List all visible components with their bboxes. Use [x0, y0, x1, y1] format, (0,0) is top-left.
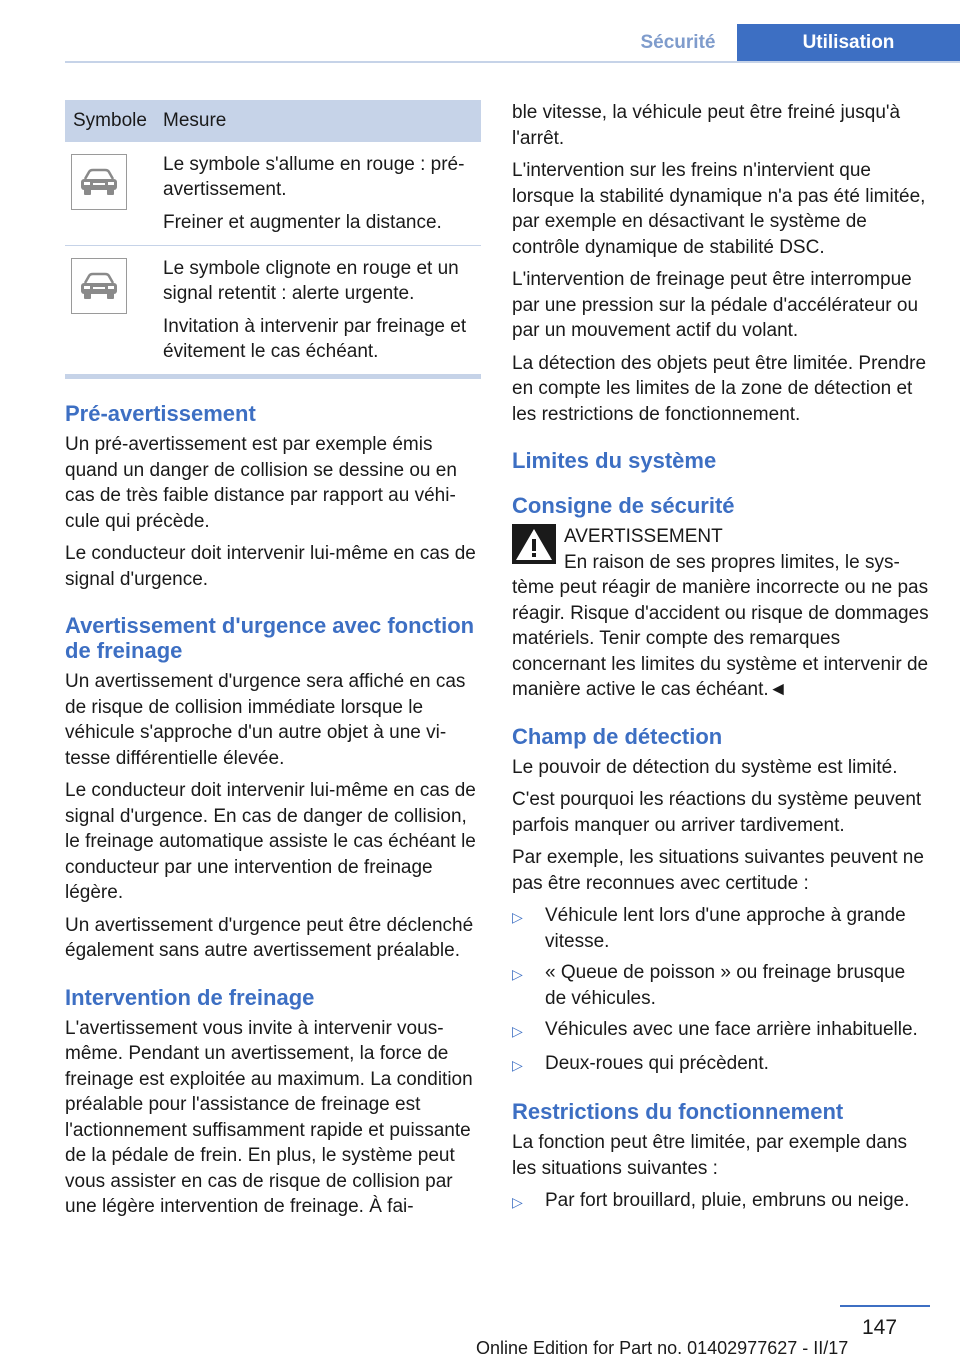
warning-text-first: En raison de ses propres limites, le sys-: [564, 551, 900, 573]
bullet-list-restrictions: [512, 1188, 930, 1216]
paragraph: L'avertissement vous invite à intervenir vous-même. Pendant un avertissement, la force de freinage est exploitée au maximum. La condition préalable pour l'assistance de freinage est l'actionnement suffisamment rapide et puissante de la pédale de frein. En plus, le système peut vous assister en cas de risque de collision par une légère intervention de freinage. À fai-: [65, 1017, 473, 1217]
paragraph: Un avertissement d'urgence peut être déclenché également sans autre avertissement préalable.: [65, 914, 474, 961]
tab-utilisation-label: Utilisation: [802, 31, 895, 53]
bullet-triangle-icon: ▷: [512, 966, 523, 982]
bullet-triangle-icon: ▷: [512, 909, 523, 925]
bullet-triangle-icon: ▷: [512, 1023, 523, 1039]
heading-restrictions: Restrictions du fonctionnement: [512, 1099, 844, 1124]
bullet-triangle-icon: ▷: [512, 1056, 523, 1073]
table-cell-text: Invitation à intervenir par freinage et évitement le cas échéant.: [163, 316, 467, 362]
tab-utilisation[interactable]: [737, 24, 960, 61]
heading-limites-systeme: Limites du système: [512, 448, 717, 473]
warning-title: AVERTISSEMENT: [564, 526, 723, 547]
list-item: ▷ Par fort brouillard, pluie, embruns ou neige.: [512, 1188, 930, 1216]
paragraph: ble vitesse, la véhicule peut être freiné jusqu'à l'arrêt.: [512, 102, 901, 149]
table-cell-text: Le symbole clignote en rouge et un signal retentit : alerte urgente.: [163, 258, 459, 304]
paragraph: L'intervention sur les freins n'intervient que lorsque la stabilité dynamique n'a pas été limitée, par exemple en désactivant le système de contrôle dynamique de stabilité DSC.: [512, 160, 926, 258]
paragraph: Un pré-avertissement est par exemple émis quand un danger de collision se dessine ou en cas de très faible distance par rapport au véhicule qui précède.: [65, 434, 457, 532]
table-header-measure: Mesure: [163, 110, 227, 131]
paragraph: Un avertissement d'urgence sera affiché en cas de risque de collision immédiate lorsque le véhicule s'approche d'un autre objet à une vitesse différentielle élevée.: [65, 671, 466, 769]
heading-pre-avertissement: Pré-avertissement: [65, 401, 256, 426]
table-header: [65, 100, 481, 142]
warning-triangle-icon: [512, 524, 556, 564]
table-cell-text: Le symbole s'allume en rouge : pré-avertissement.: [163, 154, 465, 200]
table-header-symbol: Symbole: [73, 110, 147, 131]
page-number: 147: [862, 1316, 898, 1339]
paragraph: La détection des objets peut être limitée. Prendre en compte les limites de la zone de détection et les restrictions de fonctionnement.: [512, 352, 927, 425]
paragraph: Le pouvoir de détection du système est limité.: [512, 756, 898, 778]
tab-securite[interactable]: [620, 24, 736, 61]
list-item: ▷ « Queue de poisson » ou freinage brusque de véhicules.: [512, 960, 930, 1011]
car-warning-icon: [71, 258, 127, 314]
car-warning-icon: [71, 154, 127, 210]
paragraph: La fonction peut être limitée, par exemple dans les situations suivantes :: [512, 1132, 908, 1179]
heading-consigne-securite: Consigne de sécurité: [512, 493, 735, 518]
symbol-table: [65, 100, 481, 379]
tab-securite-label: Sécurité: [640, 31, 716, 53]
paragraph: L'intervention de freinage peut être interrompue par une pression sur la pédale d'accélérateur ou par un mouvement actif du volant.: [512, 269, 919, 341]
paragraph: C'est pourquoi les réactions du système peuvent parfois manquer ou arriver tardivement.: [512, 789, 922, 836]
header-rule: [65, 61, 960, 63]
bullet-triangle-icon: ▷: [512, 1194, 523, 1210]
list-item: ▷ Deux-roues qui précèdent.: [512, 1051, 930, 1079]
paragraph: Le conducteur doit intervenir lui-même en cas de signal d'urgence.: [65, 543, 476, 590]
table-row: [65, 142, 481, 245]
paragraph: Par exemple, les situations suivantes peuvent ne pas être reconnues avec certitude :: [512, 847, 924, 894]
list-item: ▷ Véhicule lent lors d'une approche à grande vitesse.: [512, 903, 930, 954]
table-cell-text: Freiner et augmenter la distance.: [163, 212, 442, 233]
footer-edition: Online Edition for Part no. 01402977627 - II/17: [476, 1338, 849, 1358]
right-column: [512, 100, 930, 1223]
warning-block: [512, 524, 930, 575]
bullet-list-field: [512, 903, 930, 1078]
table-row: [65, 245, 481, 374]
left-column: [65, 100, 481, 1227]
list-item: ▷ Véhicules avec une face arrière inhabituelle.: [512, 1017, 930, 1045]
heading-avertissement-urgence: Avertissement d'urgence avec fonction de freinage: [65, 613, 475, 663]
heading-intervention-freinage: Intervention de freinage: [65, 984, 315, 1010]
footer-rule: [840, 1305, 930, 1307]
warning-text: tème peut réagir de manière incorrecte ou ne pas réagir. Risque d'accident ou risque de dommages matériels. Tenir compte des remarques concernant les limites du système et intervenir de manière active le cas échéant.◄: [512, 577, 929, 700]
paragraph: Le conducteur doit intervenir lui-même en cas de signal d'urgence. En cas de danger de collision, le freinage automatique assiste le cas échéant le conducteur par une intervention de freinage légère.: [65, 780, 476, 903]
heading-champ-detection: Champ de détection: [512, 723, 723, 749]
